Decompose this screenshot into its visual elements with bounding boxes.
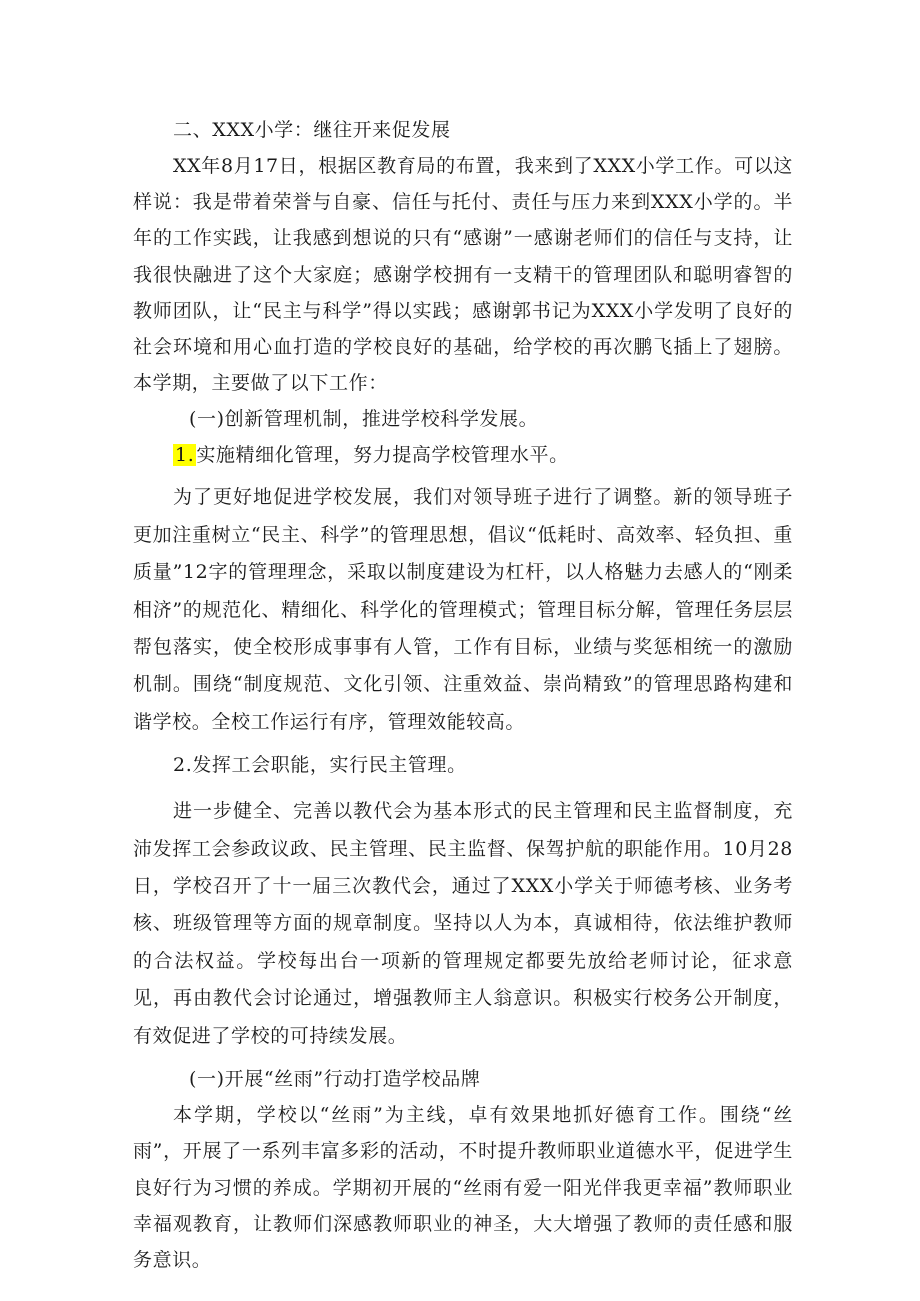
spacer	[133, 783, 793, 793]
section-title: 二、XXX小学：继往开来促发展	[173, 119, 451, 141]
item-1-heading	[133, 437, 793, 473]
subsection-2-paragraph: 本学期，学校以“丝雨”为主线，卓有效果地抓好德育工作。围绕“丝雨”，开展了一系列丰富多彩的活动，不时提升教师职业道德水平，促进学生良好行为习惯的养成。学期初开展的“丝雨有爱一阳光伴我更幸福”教师职业幸福观教育，让教师们深感教师职业的神圣，大大增强了教师的责任感和服务意识。	[133, 1104, 793, 1271]
item-1-title: 实施精细化管理，努力提高学校管理水平。	[196, 444, 569, 467]
subsection-1-title: (一)创新管理机制，推进学校科学发展。	[189, 408, 539, 431]
item-2-paragraph: 进一步健全、完善以教代会为基本形式的民主管理和民主监督制度，充沛发挥工会参政议政、民主管理、民主监督、保驾护航的职能作用。10月28日，学校召开了十一届三次教代会，通过了XXX小学关于师德考核、业务考核、班级管理等方面的规章制度。坚持以人为本，真诚相待，依法维护教师的合法权益。学校每出台一项新的管理规定都要先放给老师讨论，征求意见，再由教代会讨论通过，增强教师主人翁意识。积极实行校务公开制度，有效促进了学校的可持续发展。	[133, 800, 793, 1047]
item-2-title: 2.发挥工会职能，实行民主管理。	[173, 754, 467, 777]
document-body	[133, 112, 793, 1278]
subsection-2-title: (一)开展“丝雨”行动打造学校品牌	[189, 1068, 481, 1091]
item-1-paragraph: 为了更好地促进学校发展，我们对领导班子进行了调整。新的领导班子更加注重树立“民主、科学”的管理思想，倡议“低耗时、高效率、轻负担、重质量”12字的管理理念，采取以制度建设为杠杆，以人格魅力去感人的“刚柔相济”的规范化、精细化、科学化的管理模式；管理目标分解，管理任务层层帮包落实，使全校形成事事有人管，工作有目标，业绩与奖惩相统一的激励机制。围绕“制度规范、文化引领、注重效益、崇尚精致”的管理思路构建和谐学校。全校工作运行有序，管理效能较高。	[133, 486, 793, 733]
intro-paragraph: XX年8月17日，根据区教育局的布置，我来到了XXX小学工作。可以这样说：我是带着荣誉与自豪、信任与托付、责任与压力来到XXX小学的。半年的工作实践，让我感到想说的只有“感谢”一感谢老师们的信任与支持，让我很快融进了这个大家庭；感谢学校拥有一支精干的管理团队和聪明睿智的教师团队，让“民主与科学”得以实践；感谢郭书记为XXX小学发明了良好的社会环境和用心血打造的学校良好的基础，给学校的再次鹏飞插上了翅膀。本学期，主要做了以下工作：	[133, 155, 793, 395]
item-1-number-highlight: 1.	[175, 444, 195, 467]
